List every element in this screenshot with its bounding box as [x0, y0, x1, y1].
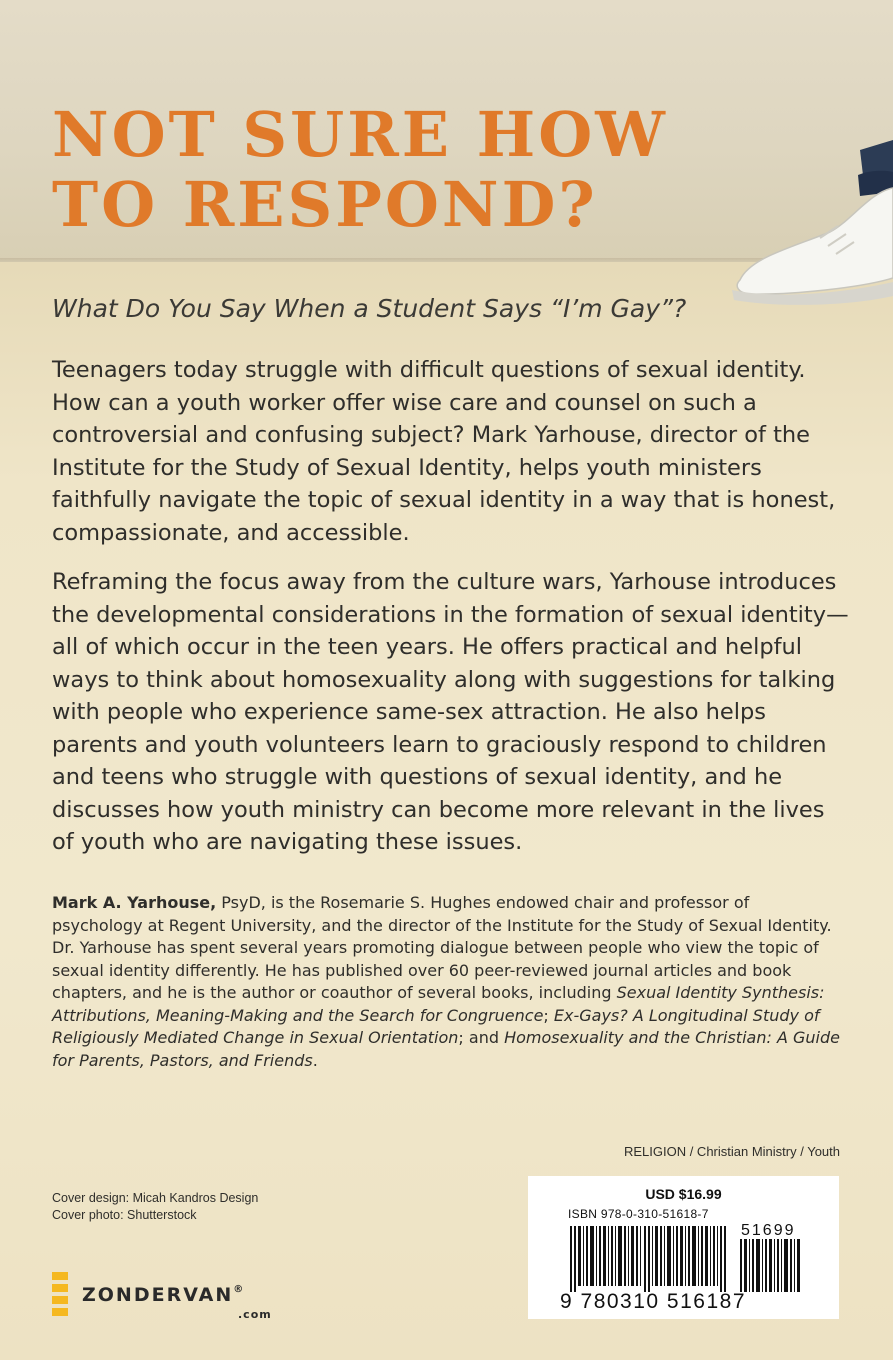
- headline-line-2: TO RESPOND?: [52, 168, 598, 241]
- headline: [52, 100, 702, 240]
- author-name: Mark A. Yarhouse,: [52, 893, 217, 912]
- publisher-domain: .com: [238, 1308, 272, 1321]
- cover-photo-credit: Cover photo: Shutterstock: [52, 1208, 197, 1222]
- book-title-1: Sexual Identity Synthesis: Attributions, Meaning-Making and the Search for Congruence: [52, 983, 825, 1025]
- author-bio: [52, 892, 842, 1072]
- registered-mark: ®: [233, 1284, 246, 1295]
- ean-barcode: [570, 1226, 732, 1292]
- zondervan-logo-icon: [52, 1272, 74, 1318]
- description-paragraph-1: Teenagers today struggle with difficult questions of sexual identity. How can a youth worker offer wise care and counsel on such a controversial and confusing subject? Mark Yarhouse, director of the Institute for the Study of Sexual Identity, helps youth ministers faithfully navigate the topic of sexual identity in a way that is honest, compassionate, and accessible.: [52, 357, 836, 546]
- category-label: RELIGION / Christian Ministry / Youth: [623, 1144, 840, 1159]
- sneaker-illustration: [720, 130, 893, 305]
- addon-digits: 51699: [741, 1222, 796, 1239]
- description-paragraph-2: Reframing the focus away from the culture wars, Yarhouse introduces the developmental considerations in the formation of sexual identity—all of which occur in the teen years. He offers practical and helpful ways to think about homosexuality along with suggestions for talking with people who experience same-sex attraction. He also helps parents and youth volunteers learn to graciously respond to children and teens who struggle with questions of sexual identity, and he discusses how youth ministry can become more relevant in the lives of youth who are navigating these issues.: [52, 569, 849, 855]
- bio-end: .: [312, 1050, 318, 1070]
- publisher-name: [82, 1284, 245, 1306]
- barcode-box: [528, 1176, 839, 1319]
- headline-line-1: NOT SURE HOW: [52, 98, 668, 171]
- bio-separator-2: ; and: [458, 1028, 505, 1047]
- cover-design-credit: Cover design: Micah Kandros Design: [52, 1191, 259, 1205]
- bio-separator-1: ;: [543, 1005, 554, 1025]
- price: USD $16.99: [645, 1186, 722, 1202]
- book-title-2: Ex-Gays? A Longitudinal Study of Religiously Mediated Change in Sexual Orientation: [52, 1005, 820, 1047]
- cover-credits: [52, 1190, 258, 1224]
- publisher-wordmark: ZONDERVAN: [82, 1284, 234, 1306]
- addon-barcode: [740, 1239, 804, 1292]
- book-title-3: Homosexuality and the Christian: A Guide for Parents, Pastors, and Friends: [52, 1028, 840, 1070]
- subtitle: What Do You Say When a Student Says “I’m Gay”?: [52, 294, 687, 323]
- ean-digits: 9 780310 516187: [560, 1290, 746, 1313]
- author-bio-text: PsyD, is the Rosemarie S. Hughes endowed chair and professor of psychology at Regent University, and the director of the Institute for the Study of Sexual Identity. Dr. Yarhouse has spent several years promoting dialogue between people who view the topic of sexual identity differently. He has published over 60 peer-reviewed journal articles and book chapters, and he is the author or coauthor of several books, including: [52, 893, 832, 1002]
- isbn: ISBN 978-0-310-51618-7: [568, 1207, 709, 1221]
